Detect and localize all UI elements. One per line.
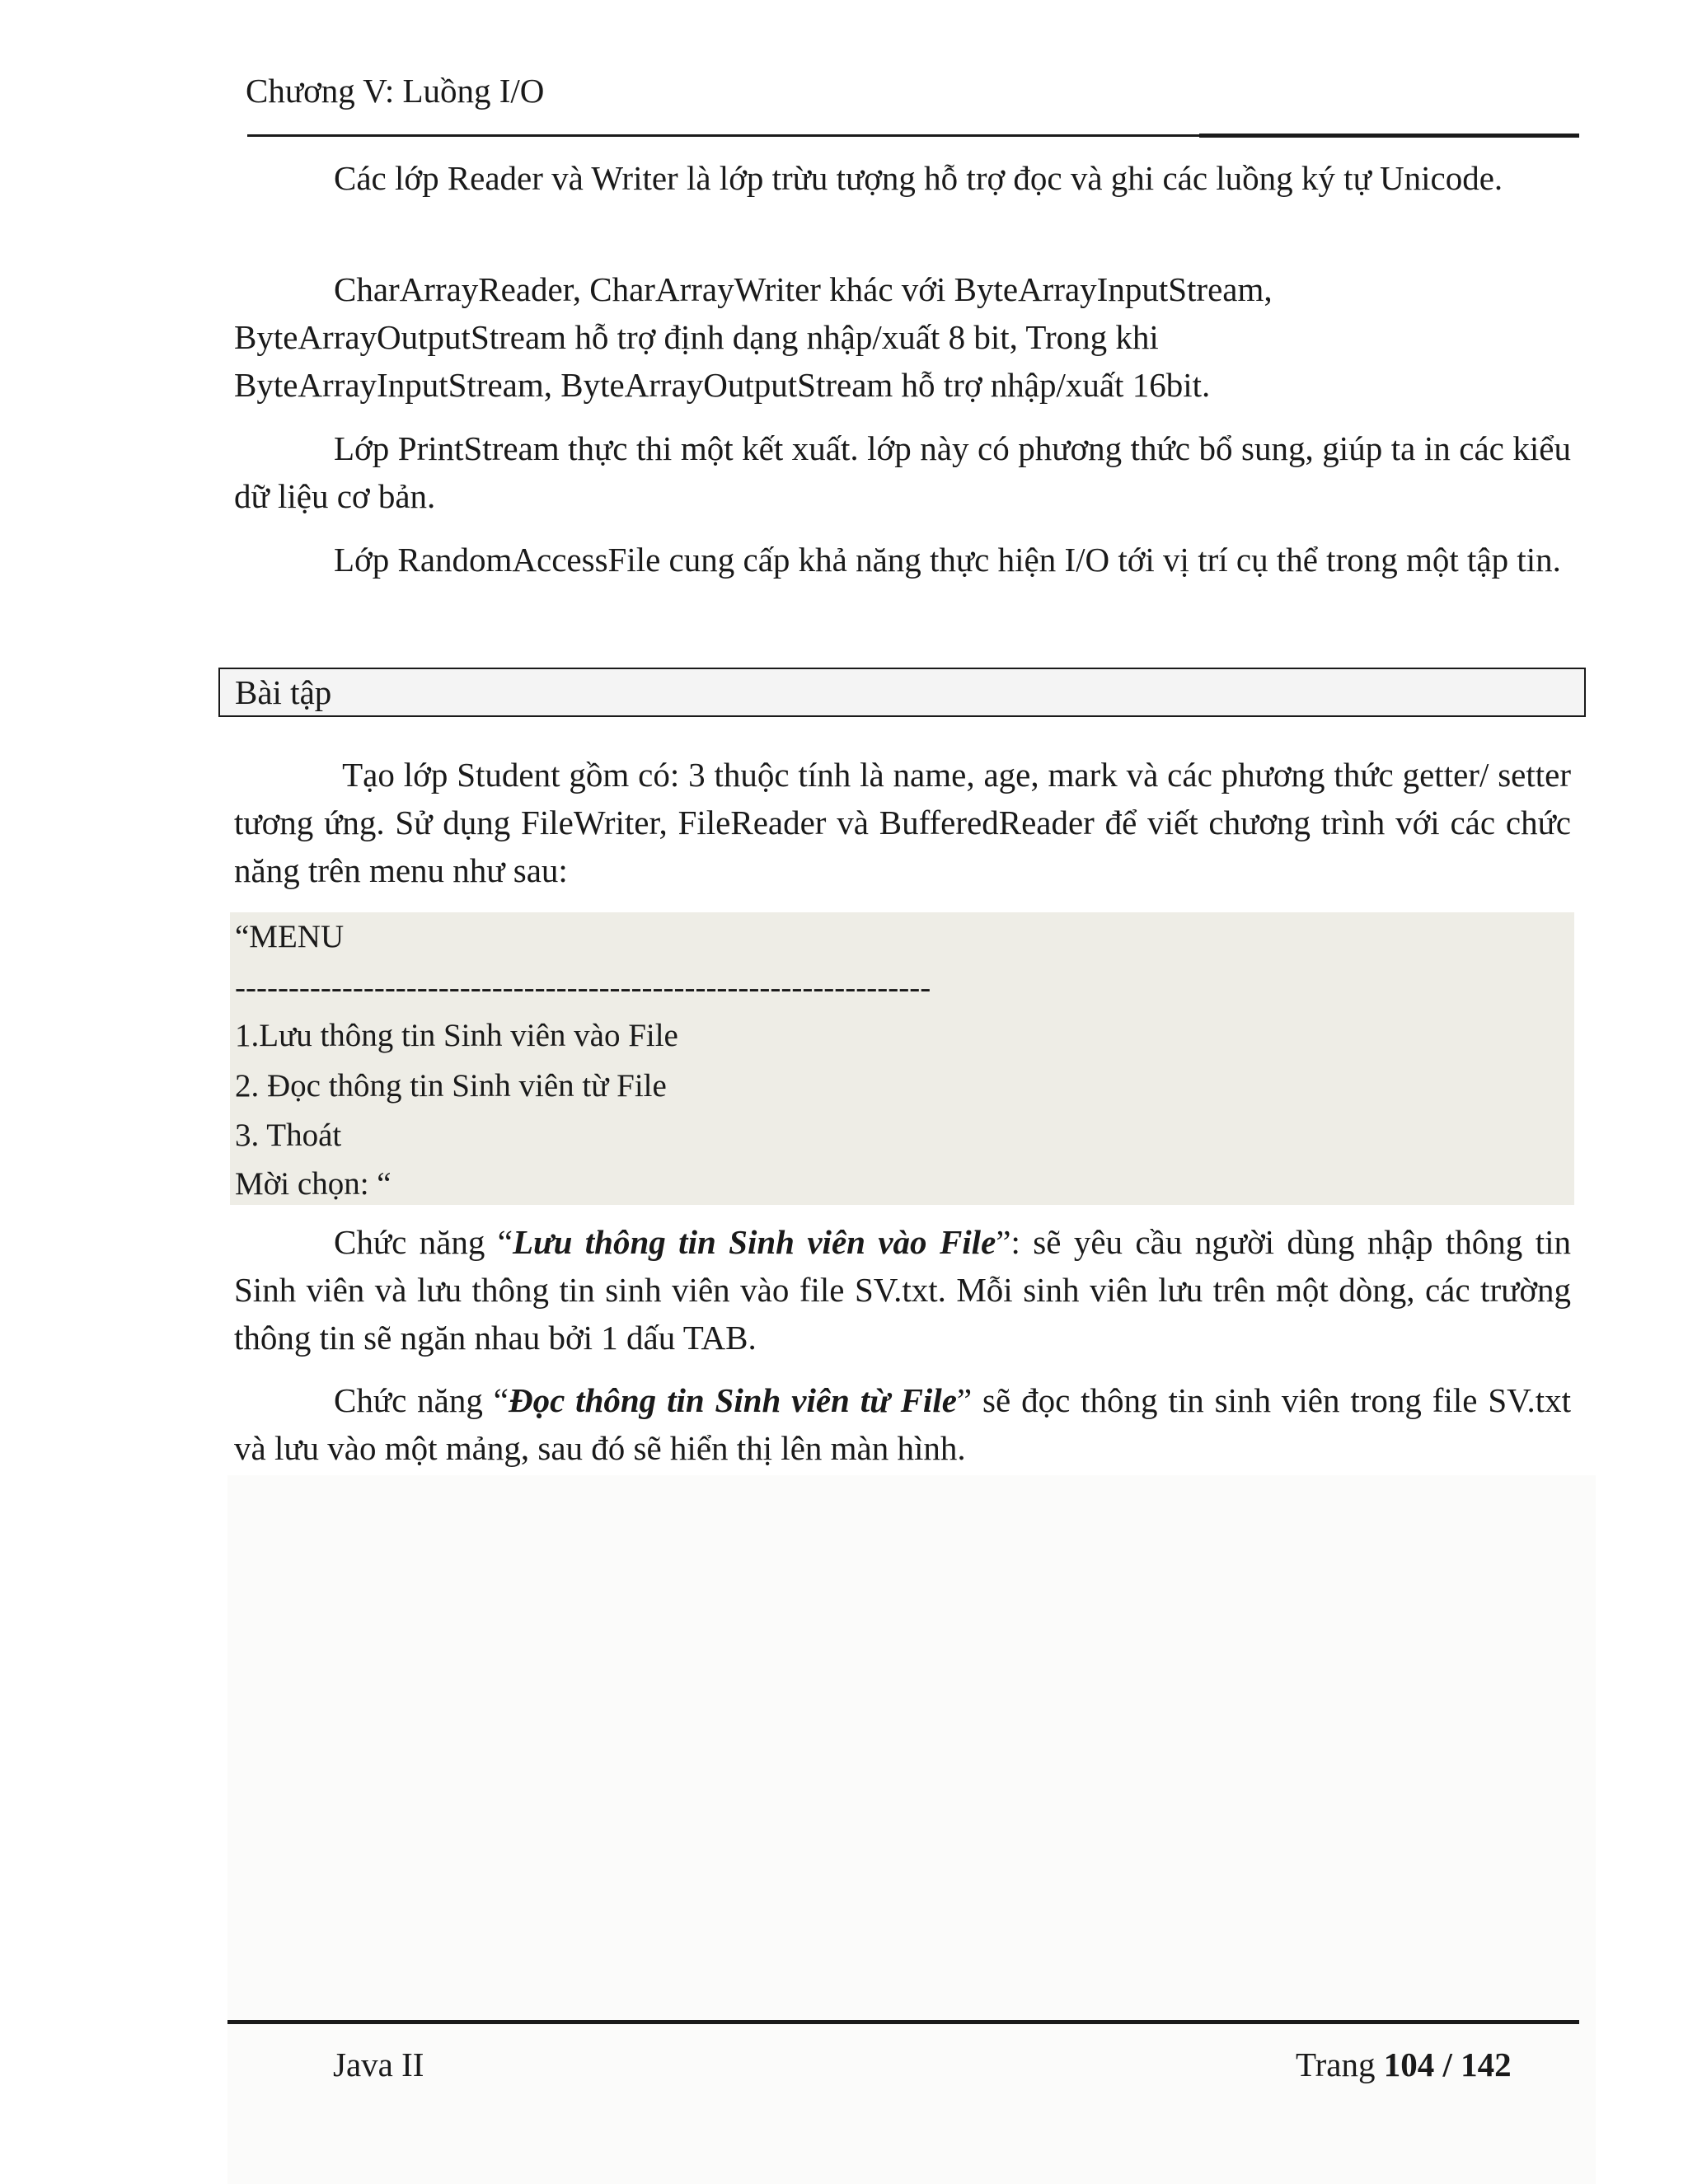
- paragraph-randomaccessfile: [234, 536, 1571, 583]
- menu-item-save: 1.Lưu thông tin Sinh viên vào File: [235, 1018, 678, 1053]
- paragraph-text: Tạo lớp Student gồm có: 3 thuộc tính là name, age, mark và các phương thức getter/ setter tương ứng. Sử dụng FileWriter, FileReader và BufferedReader để viết chương trình với các chức năng trên menu như sau:: [234, 756, 1571, 889]
- paragraph-text: Lớp PrintStream thực thi một kết xuất. lớp này có phương thức bổ sung, giúp ta in các kiểu dữ liệu cơ bản.: [234, 429, 1571, 515]
- menu-prompt: Mời chọn: “: [235, 1166, 392, 1202]
- paragraph-printstream: [234, 424, 1571, 520]
- exercise-intro: [234, 751, 1571, 894]
- text-prefix: Chức năng “: [334, 1223, 513, 1261]
- text-prefix: Chức năng “: [334, 1381, 509, 1419]
- page-number: [1296, 2040, 1512, 2089]
- footer-rule: [227, 2020, 1579, 2024]
- menu-divider: -----------------------------------------------------------------: [235, 970, 931, 1005]
- paragraph-line: CharArrayReader, CharArrayWriter khác với ByteArrayInputStream,: [334, 270, 1273, 308]
- paragraph-line: ByteArrayInputStream, ByteArrayOutputStream hỗ trợ nhập/xuất 16bit.: [234, 366, 1211, 404]
- page-total: 142: [1461, 2046, 1512, 2083]
- function-read-description: [234, 1376, 1571, 1472]
- footer-course-name: Java II: [333, 2046, 424, 2083]
- section-heading: Bài tập: [235, 673, 332, 711]
- menu-title: “MENU: [235, 919, 345, 954]
- paragraph-line: ByteArrayOutputStream hỗ trợ định dạng nhập/xuất 8 bit, Trong khi: [234, 318, 1159, 356]
- paragraph-text: Các lớp Reader và Writer là lớp trừu tượng hỗ trợ đọc và ghi các luồng ký tự Unicode.: [334, 159, 1503, 197]
- text-suffix: ” sẽ đọc thông tin sinh viên trong file SV.txt và lưu vào một mảng, sau đó sẽ hiển thị lên màn hình.: [234, 1381, 1571, 1467]
- paragraph-chararray: [234, 265, 1571, 409]
- page-label: Trang: [1296, 2046, 1384, 2083]
- section-heading-box: [218, 668, 1586, 717]
- text-suffix: ”: sẽ yêu cầu người dùng nhập thông tin Sinh viên và lưu thông tin sinh viên vào file SV.txt. Mỗi sinh viên lưu trên một dòng, các trường thông tin sẽ ngăn nhau bởi 1 dấu TAB.: [234, 1223, 1571, 1357]
- chapter-header: Chương V: Luồng I/O: [246, 72, 545, 110]
- header-rule-accent: [1199, 134, 1579, 138]
- page-current: 104: [1383, 2046, 1435, 2083]
- function-read-name: Đọc thông tin Sinh viên từ File: [508, 1381, 957, 1419]
- function-save-description: [234, 1218, 1571, 1361]
- menu-item-exit: 3. Thoát: [235, 1118, 342, 1153]
- page-separator: /: [1434, 2046, 1461, 2083]
- function-save-name: Lưu thông tin Sinh viên vào File: [512, 1223, 996, 1261]
- paragraph-reader-writer: [234, 154, 1571, 202]
- paragraph-text: Lớp RandomAccessFile cung cấp khả năng thực hiện I/O tới vị trí cụ thể trong một tập tin.: [334, 541, 1561, 579]
- menu-sample-box: [230, 912, 1574, 1205]
- menu-item-read: 2. Đọc thông tin Sinh viên từ File: [235, 1068, 667, 1104]
